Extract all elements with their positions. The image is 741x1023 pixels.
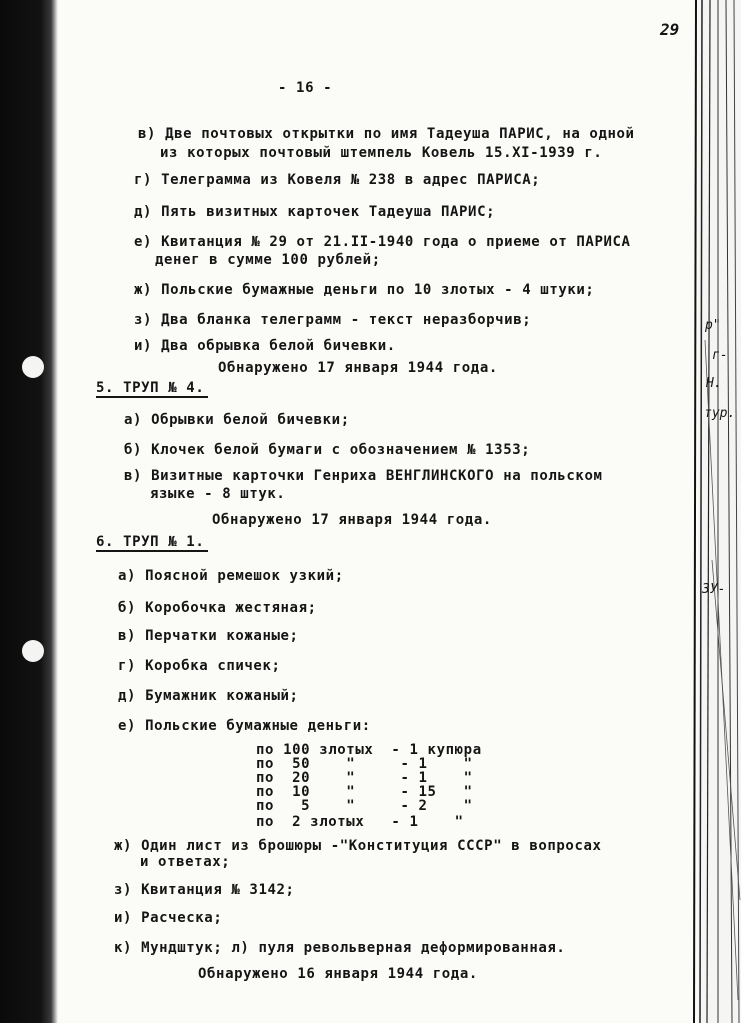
text-line: в) Визитные карточки Генриха ВЕНГЛИНСКОГО на польском (124, 468, 603, 484)
money-row: по 2 злотых - 1 " (256, 814, 464, 830)
text-line: в) Перчатки кожаные; (118, 628, 299, 644)
binding-lines (660, 0, 741, 1023)
page-number: - 16 - (278, 80, 333, 96)
text-line: г) Телеграмма из Ковеля № 238 в адрес ПАРИСА; (134, 172, 541, 188)
text-line: языке - 8 штук. (150, 486, 286, 502)
found-date: Обнаружено 17 января 1944 года. (212, 512, 492, 528)
margin-mark: Н. (706, 376, 722, 391)
text-line: денег в сумме 100 рублей; (155, 252, 381, 268)
money-row: по 5 " - 2 " (256, 798, 473, 814)
money-row: по 100 злотых - 1 купюра (256, 742, 482, 758)
section-heading: 6. ТРУП № 1. (96, 534, 208, 552)
text-line: а) Обрывки белой бичевки; (124, 412, 350, 428)
text-line: и ответах; (140, 854, 231, 870)
text-line: д) Пять визитных карточек Тадеуша ПАРИС; (134, 204, 496, 220)
margin-mark: г- (712, 348, 728, 363)
text-line: е) Польские бумажные деньги: (118, 718, 371, 734)
money-row: по 10 " - 15 " (256, 784, 473, 800)
text-line: ж) Один лист из брошюры -"Конституция СССР" в вопросах (114, 838, 602, 854)
section-heading: 5. ТРУП № 4. (96, 380, 208, 398)
money-row: по 50 " - 1 " (256, 756, 473, 772)
text-line: б) Клочек белой бумаги с обозначением № 1353; (124, 442, 531, 458)
found-date: Обнаружено 17 января 1944 года. (218, 360, 498, 376)
archive-page-number: 29 (660, 20, 680, 39)
text-line: д) Бумажник кожаный; (118, 688, 299, 704)
text-line: и) Расческа; (114, 910, 223, 926)
money-row: по 20 " - 1 " (256, 770, 473, 786)
margin-mark: р" (705, 318, 721, 333)
text-line: из которых почтовый штемпель Ковель 15.XI-1939 г. (160, 145, 603, 161)
found-date: Обнаружено 16 января 1944 года. (198, 966, 478, 982)
margin-mark: ЗУ- (702, 582, 726, 597)
text-line: з) Два бланка телеграмм - текст неразборчив; (134, 312, 532, 328)
text-line: б) Коробочка жестяная; (118, 600, 317, 616)
text-line: з) Квитанция № 3142; (114, 882, 295, 898)
text-line: е) Квитанция № 29 от 21.II-1940 года о приеме от ПАРИСА (134, 234, 631, 250)
text-line: и) Два обрывка белой бичевки. (134, 338, 396, 354)
margin-mark: тур. (704, 406, 736, 421)
text-line: г) Коробка спичек; (118, 658, 281, 674)
text-line: к) Мундштук; л) пуля револьверная деформированная. (114, 940, 566, 956)
punch-hole-top (22, 356, 44, 378)
scan-dark-edge (0, 0, 58, 1023)
text-line: ж) Польские бумажные деньги по 10 злотых - 4 штуки; (134, 282, 595, 298)
text-line: а) Поясной ремешок узкий; (118, 568, 344, 584)
punch-hole-bottom (22, 640, 44, 662)
text-line: в) Две почтовых открытки по имя Тадеуша ПАРИС, на одной (138, 126, 635, 142)
